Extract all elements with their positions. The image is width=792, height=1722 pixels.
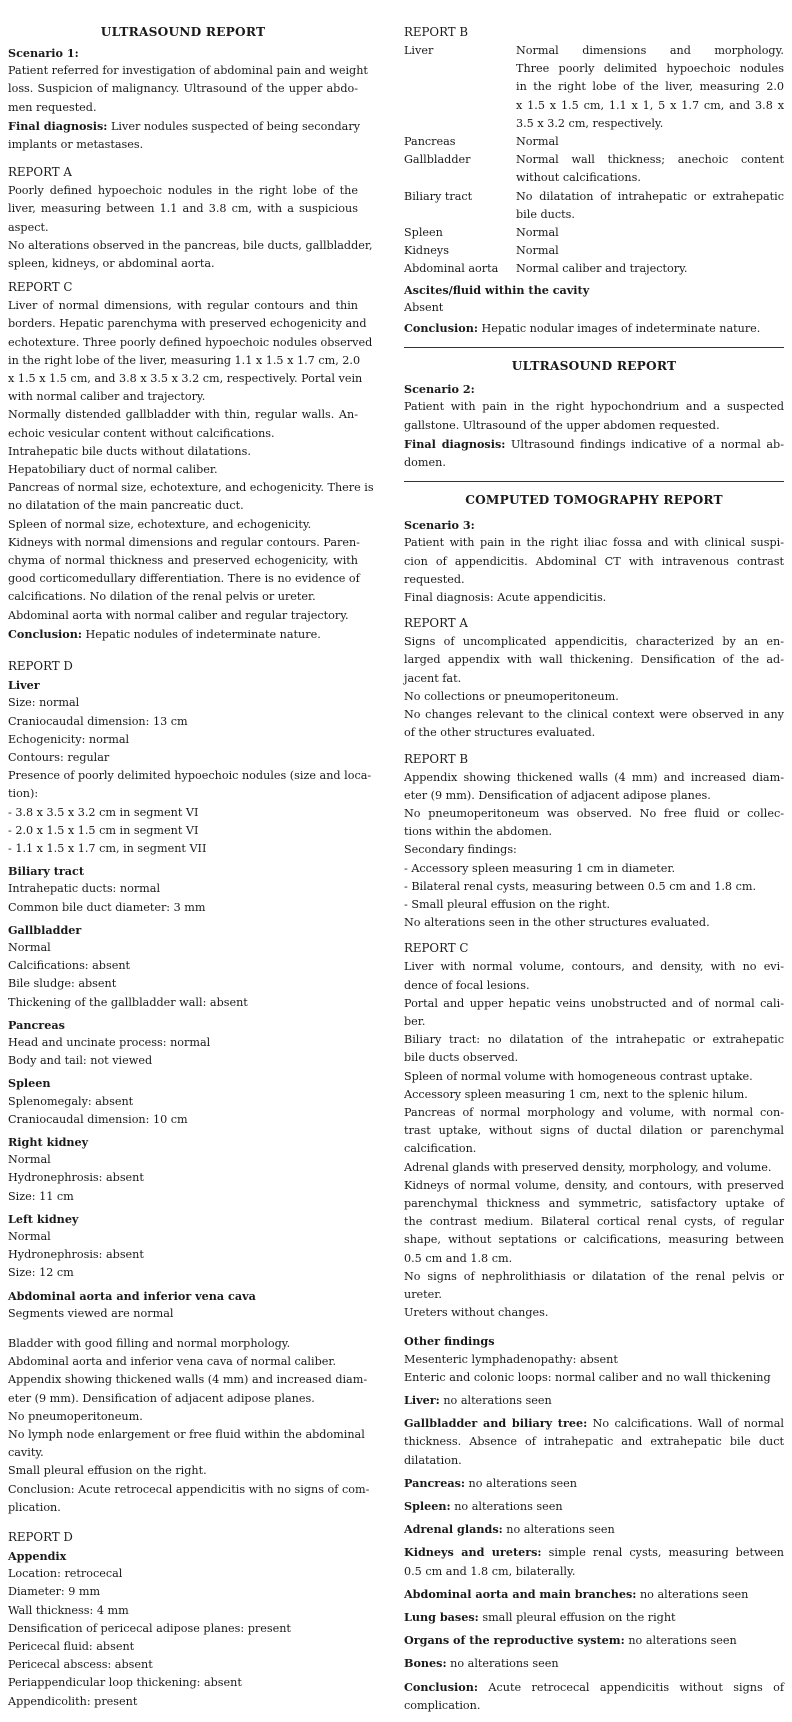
text-line: eter (9 mm). Densification of adjacent adipose planes.: [8, 1391, 315, 1405]
text-line: Normal: [8, 1153, 51, 1167]
text-line: x 1.5 x 1.5 cm, 1.1 x 1, 5 x 1.7 cm, and 3.8 x: [516, 98, 784, 112]
final-dx-text-2: domen.: [404, 456, 446, 470]
text-line: Size: 12 cm: [8, 1266, 74, 1280]
text-line: Pancreas of normal morphology and volume, with normal con-: [404, 1105, 784, 1119]
text-line: Normal: [516, 226, 559, 240]
finding-line: [404, 1520, 784, 1539]
ascites-label: Ascites/fluid within the cavity: [404, 282, 590, 297]
right-column: [404, 22, 784, 1715]
finding-text: No calcifications. Wall of normal: [587, 1417, 784, 1431]
text-line: Pancreas of normal size, echotexture, and echogenicity. There is: [8, 481, 374, 495]
text-line: eter (9 mm). Densification of adjacent adipose planes.: [404, 788, 711, 802]
text-line: Small pleural effusion on the right.: [8, 1464, 207, 1478]
text-line: loss. Suspicion of malignancy. Ultrasound of the upper abdo-: [8, 82, 358, 96]
final-diagnosis-2: [404, 435, 784, 454]
text-line: Liver with normal volume, contours, and density, with no evi-: [404, 960, 784, 974]
finding-line: [404, 1678, 784, 1697]
text-line: Accessory spleen measuring 1 cm, next to the splenic hilum.: [404, 1087, 748, 1101]
text-line: No lymph node enlargement or free fluid within the abdominal: [8, 1428, 365, 1442]
text-line: Mesenteric lymphadenopathy: absent: [404, 1352, 618, 1366]
text-line: Bladder with good filling and normal morphology.: [8, 1337, 291, 1350]
text-line: without calcifications.: [516, 171, 641, 185]
us1-report-c-text: [8, 297, 374, 625]
ct-report-c-heading: REPORT C: [404, 941, 469, 956]
text-line: No pneumoperitoneum.: [8, 1409, 143, 1423]
ct-report-b-text: [404, 769, 784, 933]
report-b-row: [404, 260, 784, 278]
left-column: [8, 22, 374, 1711]
d-aorta-label: Abdominal aorta and inferior vena cava: [8, 1288, 256, 1303]
scenario-3-label: Scenario 3:: [404, 518, 475, 533]
text-line: x 1.5 x 1.5 cm, and 3.8 x 3.5 x 3.2 cm, respectively. Portal vein: [8, 372, 363, 386]
text-line: - Small pleural effusion on the right.: [404, 897, 611, 911]
report-b-value: [516, 151, 784, 187]
text-line: Normal wall thickness; anechoic content: [516, 153, 784, 167]
final-dx-label: Final diagnosis:: [8, 118, 108, 133]
us1-title: ULTRASOUND REPORT: [100, 25, 266, 39]
text-line: Conclusion: Acute retrocecal appendicitis with no signs of com-: [8, 1482, 370, 1496]
text-line: spleen, kidneys, or abdominal aorta.: [8, 257, 215, 271]
us1-report-b-conclusion: [404, 319, 784, 338]
text-line: shape, without septations or calcifications, measuring between: [404, 1233, 784, 1247]
text-line: Spleen of normal size, echotexture, and echogenicity.: [8, 517, 312, 531]
us1-report-c-conclusion: [8, 625, 358, 644]
text-line: echotexture. Three poorly defined hypoechoic nodules observed: [8, 335, 373, 349]
d-lkidney-lines: [8, 1228, 358, 1283]
ct-title: COMPUTED TOMOGRAPHY REPORT: [465, 493, 723, 508]
text-line: Normally distended gallbladder with thin, regular walls. An-: [8, 408, 358, 422]
section-divider: [404, 347, 784, 348]
text-line: good corticomedullary differentiation. There is no evidence of: [8, 572, 360, 586]
text-line: - 3.8 x 3.5 x 3.2 cm in segment VI: [8, 805, 199, 819]
text-line: Contours: regular: [8, 750, 110, 764]
text-line: larged appendix with wall thickening. Densification of the ad-: [404, 653, 784, 667]
text-line: Adrenal glands with preserved density, morphology, and volume.: [404, 1160, 772, 1174]
text-line: Biliary tract: no dilatation of the intrahepatic or extrahepatic: [404, 1033, 784, 1047]
ct-d-appendix-label: Appendix: [8, 1549, 67, 1564]
finding-line: [404, 1474, 784, 1493]
text-line: Body and tail: not viewed: [8, 1054, 153, 1068]
finding-item: [404, 1631, 784, 1650]
scenario-3-text: [404, 534, 784, 607]
report-b-value: [516, 224, 784, 242]
text-line: Pericecal abscess: absent: [8, 1658, 153, 1672]
text-line: Spleen of normal volume with homogeneous contrast uptake.: [404, 1069, 753, 1083]
ct-report-a-heading: REPORT A: [404, 616, 468, 631]
text-line: no dilatation of the main pancreatic duct.: [8, 499, 244, 513]
text-line: Normal: [516, 244, 559, 258]
report-b-key: Biliary tract: [404, 189, 473, 203]
report-b-row: [404, 188, 784, 224]
finding-item: [404, 1497, 784, 1516]
finding-text: no alterations seen: [465, 1476, 577, 1490]
text-line: Splenomegaly: absent: [8, 1094, 134, 1108]
text-line: Ureters without changes.: [404, 1306, 549, 1320]
finding-line: [404, 1631, 784, 1650]
finding-item: [404, 1520, 784, 1539]
text-line: Poorly defined hypoechoic nodules in the right lobe of the: [8, 184, 358, 198]
ct-report-c-text: [404, 958, 784, 1322]
text-line: calcification.: [404, 1142, 477, 1156]
finding-line: [404, 1543, 784, 1562]
d-spleen-lines: [8, 1093, 358, 1129]
finding-label: Pancreas:: [404, 1475, 465, 1490]
d-gallbladder-label: Gallbladder: [8, 922, 82, 937]
d-pancreas-lines: [8, 1034, 358, 1070]
finding-line: [404, 1414, 784, 1433]
finding-label: Spleen:: [404, 1499, 451, 1514]
text-line: calcifications. No dilation of the renal pelvis or ureter.: [8, 590, 316, 604]
finding-text: no alterations seen: [636, 1587, 749, 1601]
text-line: 0.5 cm and 1.8 cm, bilaterally.: [404, 1564, 576, 1578]
finding-item: [404, 1474, 784, 1493]
finding-item: [404, 1678, 784, 1715]
text-line: - 1.1 x 1.5 x 1.7 cm, in segment VII: [8, 841, 207, 855]
text-line: borders. Hepatic parenchyma with preserved echogenicity and: [8, 317, 367, 331]
finding-label: Abdominal aorta and main branches:: [404, 1586, 637, 1601]
finding-text: no alterations seen: [502, 1523, 615, 1537]
d-aorta-lines: [8, 1305, 358, 1323]
text-line: tions within the abdomen.: [404, 825, 553, 839]
text-line: bile ducts.: [516, 207, 575, 221]
other-findings-label: Other findings: [404, 1334, 495, 1349]
text-line: Hepatobiliary duct of normal caliber.: [8, 463, 218, 477]
text-line: Final diagnosis: Acute appendicitis.: [404, 591, 607, 605]
finding-text: small pleural effusion on the right: [478, 1611, 676, 1625]
text-line: bile ducts observed.: [404, 1051, 519, 1065]
section-divider: [404, 481, 784, 482]
ct-report-d-heading: REPORT D: [8, 1530, 73, 1545]
report-b-row: [404, 151, 784, 187]
d-gallbladder-lines: [8, 939, 358, 1012]
us2-title: ULTRASOUND REPORT: [511, 359, 677, 374]
final-diagnosis-1: [8, 117, 361, 136]
conclusion-label: Conclusion:: [404, 321, 478, 336]
text-line: No dilatation of intrahepatic or extrahepatic: [516, 189, 784, 203]
finding-label: Adrenal glands:: [404, 1522, 503, 1537]
text-line: of the other structures evaluated.: [404, 726, 596, 740]
report-b-key: Kidneys: [404, 244, 449, 258]
text-line: Intrahepatic ducts: normal: [8, 882, 161, 896]
text-line: chyma of normal thickness and preserved echogenicity, with: [8, 554, 358, 568]
text-line: Enteric and colonic loops: normal caliber and no wall thickening: [404, 1370, 771, 1384]
text-line: men requested.: [8, 100, 97, 114]
text-line: Pericecal fluid: absent: [8, 1640, 135, 1654]
text-line: Normal dimensions and morphology.: [516, 44, 784, 57]
text-line: Location: retrocecal: [8, 1567, 123, 1581]
finding-text: no alterations seen: [439, 1394, 552, 1407]
text-line: No alterations observed in the pancreas, bile ducts, gallbladder,: [8, 238, 373, 252]
text-line: Appendix showing thickened walls (4 mm) and increased diam-: [404, 770, 784, 784]
other-findings-items: [404, 1391, 784, 1715]
text-line: Appendix showing thickened walls (4 mm) and increased diam-: [8, 1373, 368, 1387]
final-dx-text-2: implants or metastases.: [8, 138, 144, 152]
scenario-1-label: Scenario 1:: [8, 46, 79, 60]
text-line: Portal and upper hepatic veins unobstructed and of normal cali-: [404, 996, 784, 1010]
final-dx-text-1: Ultrasound findings indicative of a normal ab-: [510, 437, 784, 451]
us1-report-b-heading: REPORT B: [404, 25, 469, 39]
text-line: Size: 11 cm: [8, 1189, 74, 1203]
text-line: ber.: [404, 1014, 426, 1028]
text-line: Intrahepatic bile ducts without dilatations.: [8, 444, 251, 458]
text-line: Presence of poorly delimited hypoechoic nodules (size and loca-: [8, 769, 372, 783]
text-line: Periappendicular loop thickening: absent: [8, 1676, 242, 1690]
text-line: Diameter: 9 mm: [8, 1585, 101, 1599]
d-biliary-label: Biliary tract: [8, 864, 85, 879]
finding-text: no alterations seen: [446, 1657, 559, 1671]
text-line: liver, measuring between 1.1 and 3.8 cm, with a suspicious: [8, 202, 358, 216]
scenario-2-label: Scenario 2:: [404, 382, 475, 397]
text-line: requested.: [404, 572, 465, 586]
text-line: Abdominal aorta and inferior vena cava of normal caliber.: [8, 1355, 337, 1369]
text-line: Thickening of the gallbladder wall: absent: [8, 995, 248, 1009]
d-pancreas-label: Pancreas: [8, 1017, 65, 1032]
us1-report-b-table: [404, 42, 784, 279]
finding-line: [404, 1608, 784, 1627]
ct-report-b-heading: REPORT B: [404, 751, 469, 766]
d-spleen-label: Spleen: [8, 1076, 51, 1091]
text-line: dilatation.: [404, 1453, 462, 1467]
report-b-key: Gallbladder: [404, 153, 471, 167]
text-line: Kidneys with normal dimensions and regular contours. Paren-: [8, 535, 360, 549]
text-line: ureter.: [404, 1287, 442, 1301]
finding-label: Bones:: [404, 1656, 447, 1671]
report-b-key: Liver: [404, 44, 434, 57]
text-line: Bile sludge: absent: [8, 977, 117, 991]
text-line: trast uptake, without signs of ductal dilation or parenchymal: [404, 1124, 784, 1138]
finding-line: [404, 1654, 784, 1673]
us1-report-a-heading: REPORT A: [8, 165, 72, 180]
finding-text: no alterations seen: [624, 1634, 737, 1648]
text-line: cavity.: [8, 1446, 44, 1460]
text-line: in the right lobe of the liver, measuring 2.0: [516, 80, 784, 94]
text-line: No collections or pneumoperitoneum.: [404, 689, 619, 703]
other-findings-lines: [404, 1351, 784, 1387]
finding-line: [404, 1585, 784, 1604]
d-liver-lines: [8, 694, 372, 858]
text-line: Normal: [8, 940, 51, 954]
report-b-value: [516, 242, 784, 260]
scenario-2-text: [404, 398, 784, 434]
d-rkidney-lines: [8, 1151, 358, 1206]
conclusion-text: Hepatic nodular images of indeterminate nature.: [481, 322, 761, 336]
text-line: plication.: [8, 1500, 61, 1514]
text-line: Echogenicity: normal: [8, 732, 130, 746]
text-line: parenchymal thickness and symmetric, satisfactory uptake of: [404, 1196, 784, 1210]
text-line: No changes relevant to the clinical context were observed in any: [404, 708, 784, 722]
finding-text: Acute retrocecal appendicitis without signs of: [477, 1680, 784, 1694]
finding-label: Conclusion:: [404, 1679, 478, 1694]
ct-report-a-text: [404, 633, 784, 742]
text-line: complication.: [404, 1698, 481, 1712]
finding-label: Gallbladder and biliary tree:: [404, 1416, 588, 1431]
report-b-row: [404, 242, 784, 260]
text-line: No alterations seen in the other structures evaluated.: [404, 916, 710, 930]
report-b-row: [404, 42, 784, 133]
text-line: Normal: [8, 1229, 51, 1243]
text-line: with normal caliber and trajectory.: [8, 390, 206, 404]
text-line: Segments viewed are normal: [8, 1306, 174, 1320]
text-line: - 2.0 x 1.5 x 1.5 cm in segment VI: [8, 823, 199, 837]
text-line: Calcifications: absent: [8, 959, 131, 973]
text-line: Wall thickness: 4 mm: [8, 1603, 129, 1617]
d-rkidney-label: Right kidney: [8, 1134, 89, 1149]
d-liver-label: Liver: [8, 678, 40, 693]
text-line: gallstone. Ultrasound of the upper abdomen requested.: [404, 418, 720, 432]
report-b-key: Abdominal aorta: [404, 262, 499, 276]
ascites-value: Absent: [404, 300, 444, 314]
us1-report-a-text: [8, 182, 373, 273]
text-line: No pneumoperitoneum was observed. No free fluid or collec-: [404, 806, 784, 820]
report-b-value: [516, 260, 784, 278]
report-b-row: [404, 224, 784, 242]
us1-report-d-heading: REPORT D: [8, 659, 73, 674]
d-lkidney-label: Left kidney: [8, 1211, 79, 1226]
finding-line: [404, 1497, 784, 1516]
text-line: Craniocaudal dimension: 10 cm: [8, 1112, 188, 1126]
finding-item: [404, 1543, 784, 1580]
text-line: Normal: [516, 135, 559, 149]
final-dx-text-1: Liver nodules suspected of being secondary: [111, 119, 361, 133]
ct-continuation-text: [8, 1335, 370, 1517]
scenario-1-text: [8, 62, 368, 117]
text-line: in the right lobe of the liver, measuring 1.1 x 1.5 x 1.7 cm, 2.0: [8, 353, 361, 367]
text-line: thickness. Absence of intrahepatic and extrahepatic bile duct: [404, 1435, 784, 1449]
text-line: dence of focal lesions.: [404, 978, 530, 992]
text-line: echoic vesicular content without calcifications.: [8, 426, 275, 440]
finding-item: [404, 1585, 784, 1604]
conclusion-text: Hepatic nodules of indeterminate nature.: [85, 627, 321, 641]
text-line: Kidneys of normal volume, density, and contours, with preserved: [404, 1178, 784, 1192]
report-b-row: [404, 133, 784, 151]
text-line: 0.5 cm and 1.8 cm.: [404, 1251, 513, 1265]
ct-d-lines: [8, 1565, 358, 1711]
finding-label: Liver:: [404, 1393, 440, 1407]
text-line: Secondary findings:: [404, 843, 517, 857]
text-line: Three poorly delimited hypoechoic nodules: [516, 62, 784, 76]
report-b-value: [516, 188, 784, 224]
finding-item: [404, 1414, 784, 1470]
text-line: Hydronephrosis: absent: [8, 1171, 144, 1185]
report-b-key: Spleen: [404, 226, 443, 240]
text-line: Craniocaudal dimension: 13 cm: [8, 714, 188, 728]
text-line: - Bilateral renal cysts, measuring between 0.5 cm and 1.8 cm.: [404, 879, 757, 893]
text-line: tion):: [8, 787, 39, 801]
text-line: Hydronephrosis: absent: [8, 1248, 144, 1262]
text-line: aspect.: [8, 220, 49, 234]
text-line: the contrast medium. Bilateral cortical renal cysts, of regular: [404, 1215, 784, 1229]
text-line: Normal caliber and trajectory.: [516, 262, 688, 276]
d-biliary-lines: [8, 880, 358, 916]
finding-item: [404, 1391, 784, 1410]
finding-line: [404, 1391, 784, 1410]
text-line: Size: normal: [8, 696, 80, 710]
text-line: No signs of nephrolithiasis or dilatation of the renal pelvis or: [404, 1269, 784, 1283]
finding-item: [404, 1608, 784, 1627]
text-line: Patient referred for investigation of abdominal pain and weight: [8, 64, 368, 78]
report-b-value: [516, 42, 784, 133]
text-line: cion of appendicitis. Abdominal CT with intravenous contrast: [404, 554, 784, 568]
text-line: Appendicolith: present: [8, 1694, 138, 1708]
text-line: - Accessory spleen measuring 1 cm in diameter.: [404, 861, 676, 875]
text-line: Liver of normal dimensions, with regular contours and thin: [8, 299, 358, 313]
finding-text: simple renal cysts, measuring between: [541, 1546, 784, 1560]
us1-report-c-heading: REPORT C: [8, 280, 73, 295]
finding-item: [404, 1654, 784, 1673]
text-line: jacent fat.: [404, 671, 462, 685]
text-line: Patient with pain in the right hypochondrium and a suspected: [404, 400, 784, 414]
report-b-key: Pancreas: [404, 135, 456, 149]
text-line: Densification of pericecal adipose planes: present: [8, 1621, 291, 1635]
text-line: Patient with pain in the right iliac fossa and with clinical suspi-: [404, 536, 784, 550]
text-line: Abdominal aorta with normal caliber and regular trajectory.: [8, 608, 349, 622]
text-line: Head and uncinate process: normal: [8, 1035, 211, 1049]
report-b-value: [516, 133, 784, 151]
text-line: 3.5 x 3.2 cm, respectively.: [516, 116, 664, 130]
conclusion-label: Conclusion:: [8, 626, 82, 641]
text-line: Common bile duct diameter: 3 mm: [8, 900, 206, 914]
final-dx-label: Final diagnosis:: [404, 436, 506, 451]
finding-label: Organs of the reproductive system:: [404, 1633, 625, 1648]
finding-text: no alterations seen: [450, 1500, 563, 1514]
finding-label: Lung bases:: [404, 1610, 479, 1625]
finding-label: Kidneys and ureters:: [404, 1545, 542, 1560]
text-line: Signs of uncomplicated appendicitis, characterized by an en-: [404, 635, 784, 649]
